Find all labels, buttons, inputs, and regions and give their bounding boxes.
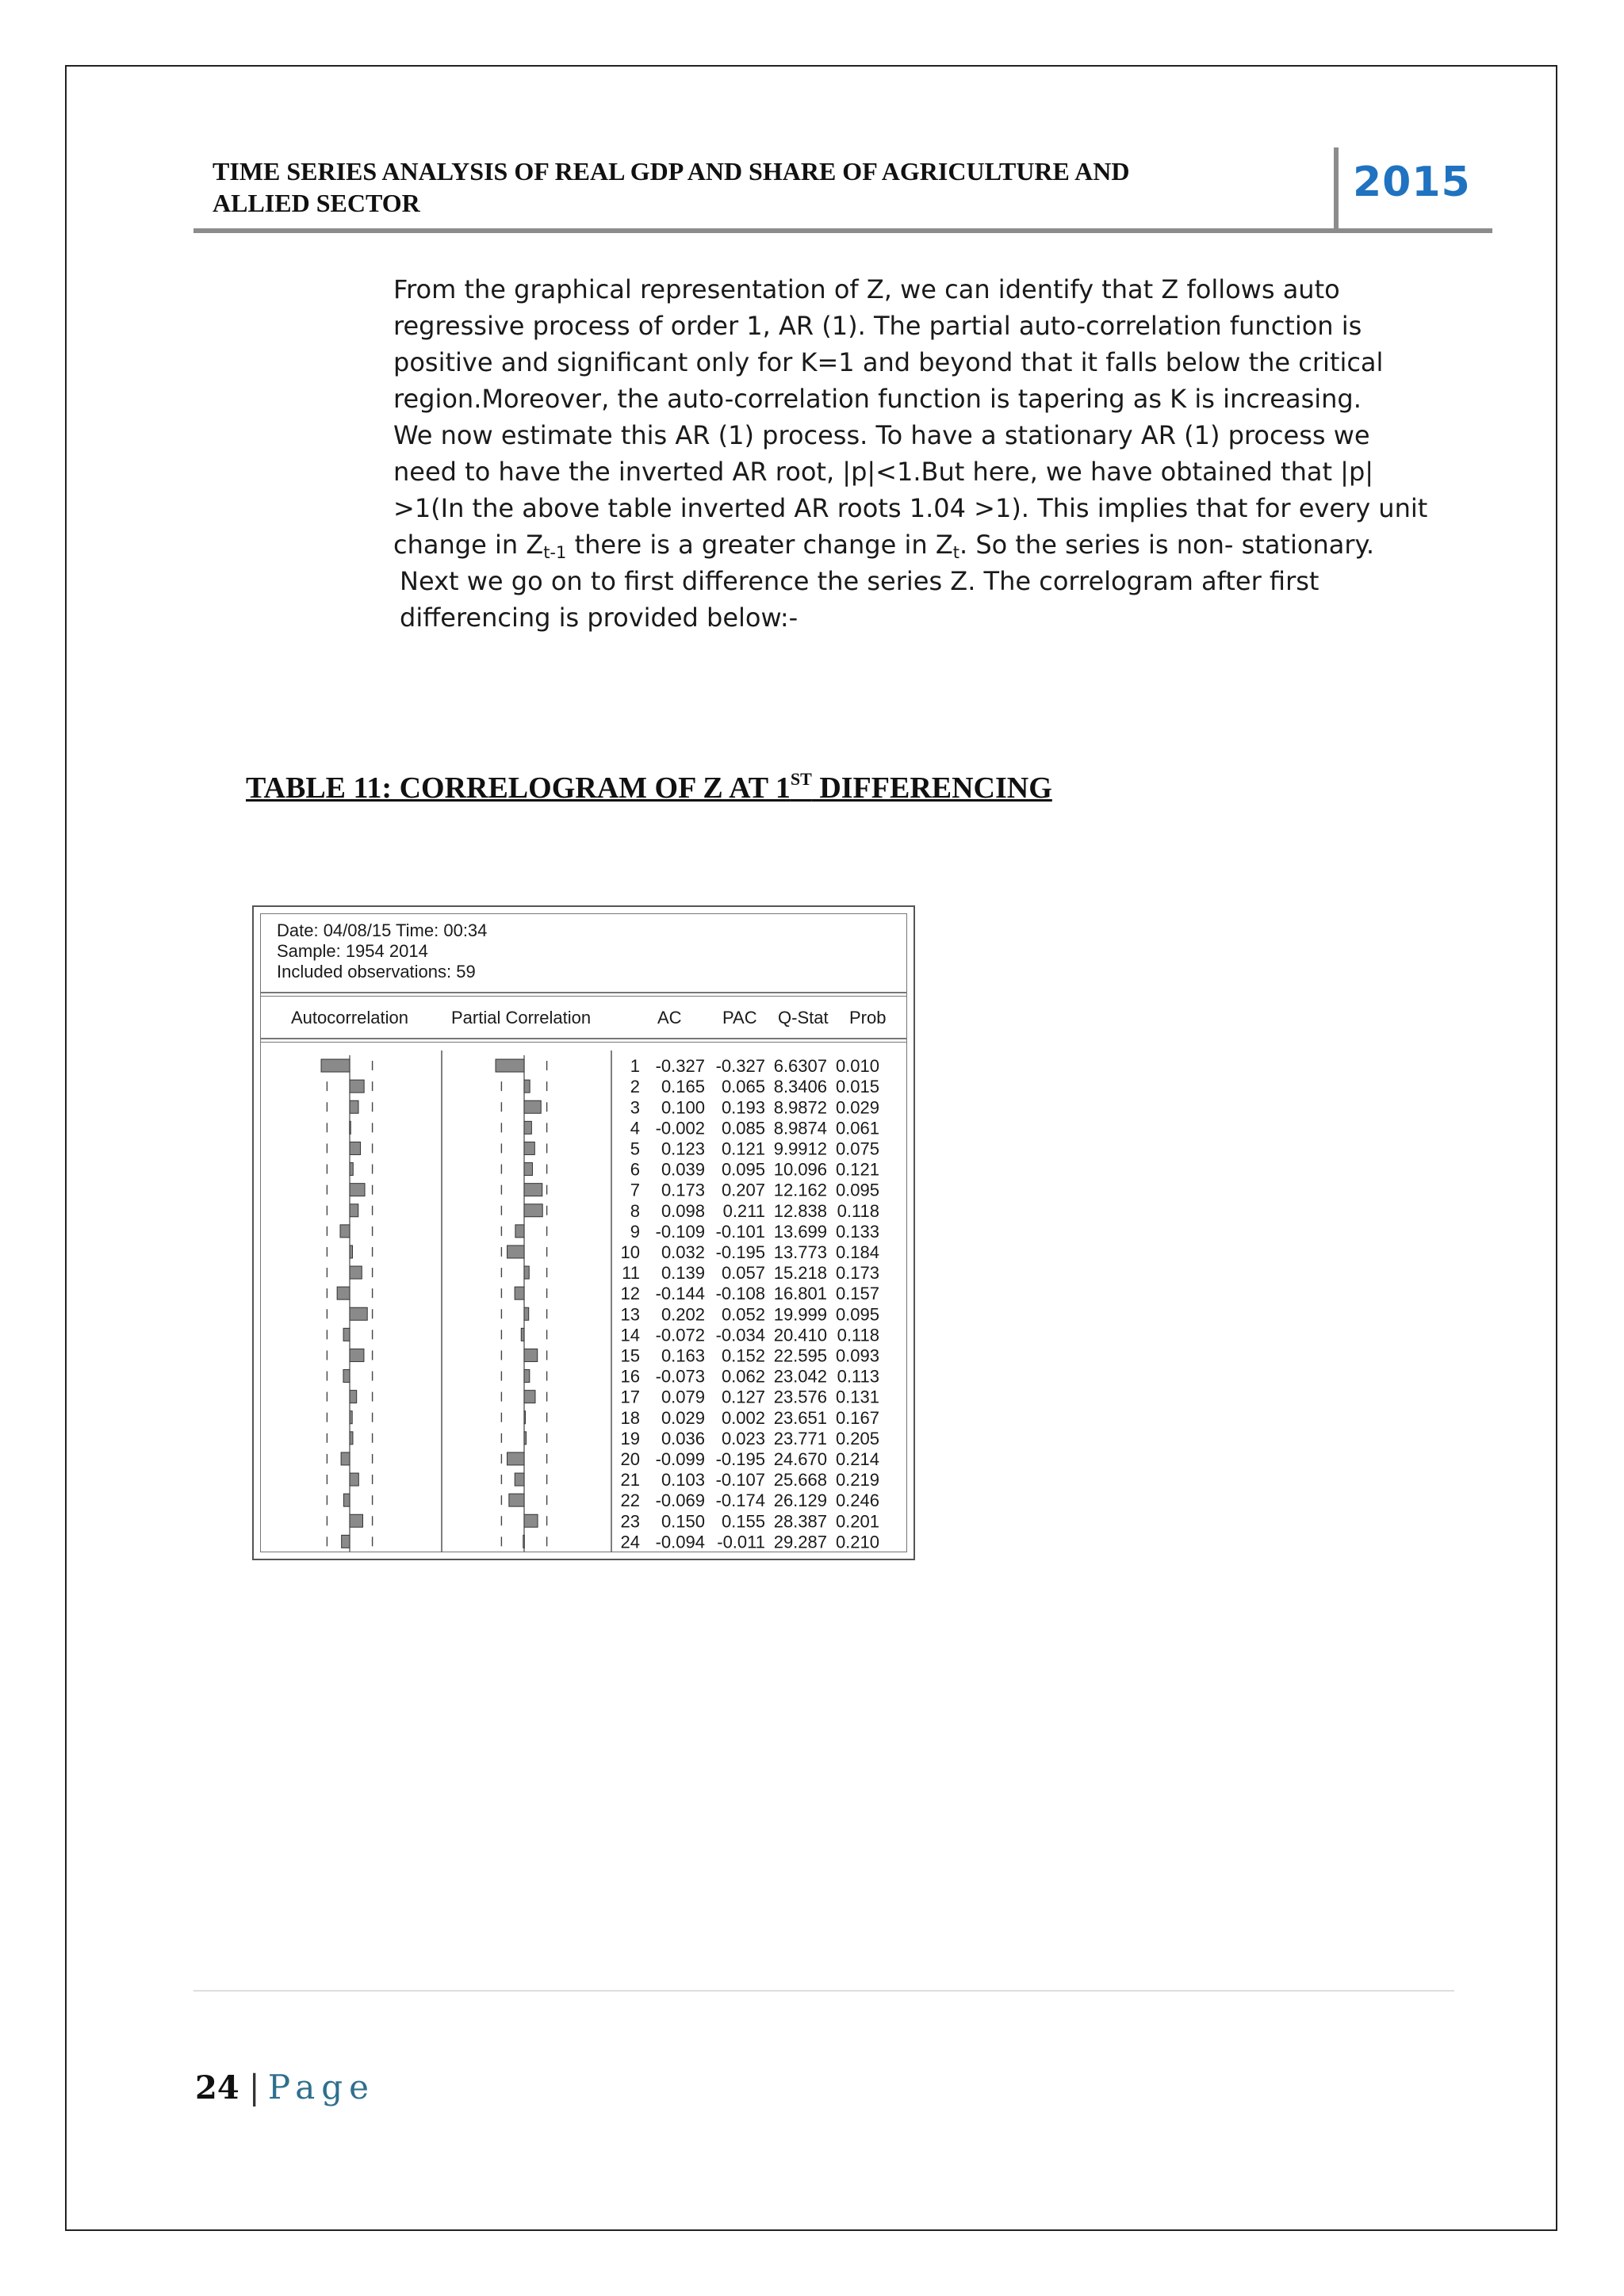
pac-cell: 0.095	[721, 1159, 765, 1180]
lag-cell: 11	[622, 1263, 640, 1284]
lag-cell: 16	[620, 1366, 640, 1387]
pac-cell: 0.052	[721, 1304, 765, 1325]
table-title-prefix: TABLE 11: CORRELOGRAM OF Z AT 1	[246, 771, 791, 805]
ac-cell: 0.165	[661, 1077, 705, 1097]
ac-cell: -0.109	[655, 1221, 705, 1242]
ac-bar	[340, 1225, 350, 1238]
qstat-cell: 16.801	[773, 1284, 827, 1304]
pac-cell: 0.193	[721, 1097, 765, 1118]
prob-cell: 0.246	[835, 1490, 879, 1511]
paragraph-3: Next we go on to first difference the series Z. The correlogram after first differencing is provided below:-	[400, 566, 1320, 633]
paragraph-1: From the graphical representation of Z, we can identify that Z follows auto regressive process of order 1, AR (1). The partial auto-correlation function is positive and significant only for K=1 and beyond that it falls below the critical region.Moreover, the auto-correlation function is tapering as K is increasing.	[393, 274, 1384, 414]
prob-cell: 0.093	[835, 1345, 879, 1366]
lag-cell: 15	[620, 1345, 640, 1366]
pac-cell: 0.155	[721, 1511, 765, 1532]
qstat-cell: 29.287	[773, 1532, 827, 1552]
table-title	[246, 771, 1052, 806]
lag-cell: 21	[620, 1470, 640, 1490]
header-title-line-1: TIME SERIES ANALYSIS OF REAL GDP AND SHARE OF AGRICULTURE AND	[213, 157, 1130, 186]
ac-bar	[350, 1100, 358, 1113]
sample-line: Sample: 1954 2014	[277, 941, 428, 961]
pac-cell: 0.065	[721, 1077, 765, 1097]
lag-cell: 5	[630, 1138, 640, 1159]
col-autocorrelation: Autocorrelation	[291, 1008, 408, 1027]
pac-cell: -0.107	[715, 1470, 765, 1490]
pac-bar	[524, 1432, 527, 1445]
qstat-cell: 23.042	[773, 1366, 827, 1387]
pac-cell: 0.085	[721, 1118, 765, 1138]
lag-cell: 13	[620, 1304, 640, 1325]
lag-cell: 8	[630, 1200, 640, 1221]
ac-bar	[350, 1411, 352, 1424]
ac-cell: 0.036	[661, 1428, 705, 1448]
qstat-cell: 19.999	[773, 1304, 827, 1325]
lag-cell: 9	[630, 1221, 640, 1242]
pac-cell: 0.152	[721, 1345, 765, 1366]
pac-cell: 0.002	[721, 1407, 765, 1428]
lag-cell: 12	[620, 1284, 640, 1304]
lag-cell: 20	[620, 1448, 640, 1469]
prob-cell: 0.214	[835, 1448, 879, 1469]
lag-cell: 4	[630, 1118, 640, 1138]
ac-cell: 0.079	[661, 1387, 705, 1407]
lag-cell: 17	[620, 1387, 640, 1407]
qstat-cell: 25.668	[773, 1470, 827, 1490]
pac-bar	[524, 1266, 529, 1279]
col-qstat: Q-Stat	[778, 1008, 829, 1027]
prob-cell: 0.210	[835, 1532, 879, 1552]
ac-cell: 0.202	[661, 1304, 705, 1325]
pac-cell: -0.034	[715, 1325, 765, 1345]
ac-cell: 0.123	[661, 1138, 705, 1159]
paragraph-2	[246, 417, 1435, 563]
ac-cell: -0.073	[655, 1366, 705, 1387]
lag-cell: 6	[630, 1159, 640, 1180]
lag-cell: 3	[630, 1097, 640, 1118]
date-line: Date: 04/08/15 Time: 00:34	[277, 920, 488, 940]
ac-cell: 0.100	[661, 1097, 705, 1118]
body-paragraphs	[246, 271, 1435, 636]
pac-bar	[524, 1307, 529, 1320]
paragraph-2-part-b: there is a greater change in Z	[566, 530, 953, 560]
pac-bar	[515, 1225, 524, 1238]
prob-cell: 0.157	[835, 1284, 879, 1304]
pac-cell: -0.327	[715, 1056, 765, 1077]
pac-cell: 0.207	[721, 1180, 765, 1200]
ac-bar	[341, 1452, 350, 1465]
lag-cell: 2	[630, 1077, 640, 1097]
pac-bar	[508, 1246, 524, 1258]
prob-cell: 0.131	[835, 1387, 879, 1407]
pac-cell: -0.011	[717, 1532, 765, 1552]
table-title-sup: ST	[790, 769, 812, 789]
header-title-line-2: ALLIED SECTOR	[213, 189, 420, 217]
pac-cell: -0.195	[715, 1448, 765, 1469]
table-title-suffix: DIFFERENCING	[811, 771, 1052, 805]
qstat-cell: 10.096	[773, 1159, 827, 1180]
ac-bar	[350, 1142, 361, 1154]
ac-cell: 0.173	[661, 1180, 705, 1200]
prob-cell: 0.205	[835, 1428, 879, 1448]
prob-cell: 0.219	[835, 1470, 879, 1490]
prob-cell: 0.118	[837, 1200, 879, 1221]
paragraph-2-part-a: We now estimate this AR (1) process. To have a stationary AR (1) process we need to have the inverted AR root, |p|<1.But here, we have obtained that |p| >1(In the above table inverted AR roots 1.04 >1). This implies that for every unit change in Z	[393, 420, 1428, 560]
correlogram-inner-frame	[260, 913, 907, 1552]
ac-bar	[350, 1163, 353, 1176]
pac-bar	[515, 1287, 524, 1299]
pac-cell: 0.121	[721, 1138, 765, 1159]
page-separator: |	[248, 2068, 260, 2107]
ac-bar	[321, 1059, 350, 1072]
ac-cell: 0.139	[661, 1263, 705, 1284]
prob-cell: 0.201	[835, 1511, 879, 1532]
ac-bar	[350, 1121, 351, 1134]
page-number: 24	[195, 2069, 239, 2107]
pac-cell: -0.108	[715, 1284, 765, 1304]
correlogram-plot	[261, 914, 910, 1555]
pac-bar	[524, 1411, 526, 1424]
col-ac: AC	[657, 1008, 682, 1027]
ac-cell: -0.094	[655, 1532, 705, 1552]
prob-cell: 0.095	[835, 1180, 879, 1200]
lag-cell: 14	[620, 1325, 640, 1345]
ac-cell: -0.144	[655, 1284, 705, 1304]
pac-cell: -0.101	[715, 1221, 765, 1242]
page-word: Page	[267, 2068, 375, 2107]
pac-cell: 0.057	[721, 1263, 765, 1284]
pac-cell: 0.127	[721, 1387, 765, 1407]
pac-cell: -0.195	[715, 1242, 765, 1262]
subscript-t: t	[952, 543, 959, 562]
ac-bar	[337, 1287, 350, 1299]
qstat-cell: 13.699	[773, 1221, 827, 1242]
pac-bar	[524, 1514, 538, 1527]
observations-line: Included observations: 59	[277, 962, 476, 982]
ac-bar	[350, 1391, 357, 1403]
prob-cell: 0.118	[837, 1325, 879, 1345]
qstat-cell: 13.773	[773, 1242, 827, 1262]
ac-bar	[350, 1246, 353, 1258]
ac-cell: 0.150	[661, 1511, 705, 1532]
ac-cell: -0.069	[655, 1490, 705, 1511]
lag-cell: 18	[620, 1407, 640, 1428]
qstat-cell: 6.6307	[773, 1056, 827, 1077]
pac-bar	[524, 1080, 530, 1093]
qstat-cell: 23.576	[773, 1387, 827, 1407]
qstat-cell: 9.9912	[773, 1138, 827, 1159]
ac-cell: -0.327	[655, 1056, 705, 1077]
ac-bar	[343, 1494, 350, 1506]
pac-bar	[496, 1059, 524, 1072]
pac-bar	[508, 1452, 524, 1465]
ac-bar	[350, 1204, 358, 1217]
footer-rule	[193, 1990, 1454, 1992]
ac-cell: -0.002	[655, 1118, 705, 1138]
header-divider	[1334, 147, 1339, 232]
ac-cell: 0.032	[661, 1242, 705, 1262]
ac-cell: -0.099	[655, 1448, 705, 1469]
pac-bar	[521, 1328, 524, 1341]
qstat-cell: 23.651	[773, 1407, 827, 1428]
pac-cell: -0.174	[715, 1490, 765, 1511]
ac-bar	[350, 1080, 364, 1093]
pac-bar	[523, 1535, 525, 1548]
header-year: 2015	[1353, 159, 1471, 206]
lag-cell: 24	[620, 1532, 640, 1552]
qstat-cell: 12.838	[773, 1200, 827, 1221]
qstat-cell: 8.9874	[773, 1118, 827, 1138]
pac-bar	[524, 1100, 541, 1113]
ac-bar	[350, 1266, 362, 1279]
prob-cell: 0.113	[837, 1366, 879, 1387]
pac-cell: 0.211	[722, 1200, 765, 1221]
page-footer	[195, 2068, 375, 2107]
correlogram-table	[252, 905, 915, 1560]
col-prob: Prob	[849, 1008, 887, 1027]
ac-cell: 0.039	[661, 1159, 705, 1180]
ac-bar	[350, 1514, 363, 1527]
pac-cell: 0.023	[721, 1428, 765, 1448]
ac-bar	[350, 1432, 353, 1445]
running-header-title	[213, 155, 1307, 219]
lag-cell: 19	[620, 1428, 640, 1448]
pac-bar	[524, 1204, 542, 1217]
col-partial-correlation: Partial Correlation	[451, 1008, 592, 1027]
prob-cell: 0.095	[835, 1304, 879, 1325]
ac-bar	[343, 1370, 350, 1383]
pac-bar	[509, 1494, 524, 1506]
ac-cell: -0.072	[655, 1325, 705, 1345]
prob-cell: 0.061	[835, 1118, 879, 1138]
prob-cell: 0.184	[835, 1242, 879, 1262]
ac-bar	[343, 1328, 350, 1341]
qstat-cell: 20.410	[773, 1325, 827, 1345]
ac-bar	[350, 1349, 364, 1361]
prob-cell: 0.173	[835, 1263, 879, 1284]
ac-cell: 0.029	[661, 1407, 705, 1428]
lag-cell: 22	[620, 1490, 640, 1511]
qstat-cell: 28.387	[773, 1511, 827, 1532]
ac-bar	[350, 1473, 358, 1486]
pac-cell: 0.062	[721, 1366, 765, 1387]
pac-bar	[524, 1142, 534, 1154]
ac-bar	[350, 1307, 367, 1320]
pac-bar	[524, 1349, 538, 1361]
qstat-cell: 8.9872	[773, 1097, 827, 1118]
pac-bar	[524, 1121, 531, 1134]
prob-cell: 0.015	[835, 1077, 879, 1097]
qstat-cell: 12.162	[773, 1180, 827, 1200]
lag-cell: 10	[620, 1242, 640, 1262]
lag-cell: 1	[630, 1056, 640, 1077]
prob-cell: 0.075	[835, 1138, 879, 1159]
prob-cell: 0.029	[835, 1097, 879, 1118]
qstat-cell: 15.218	[773, 1263, 827, 1284]
qstat-cell: 23.771	[773, 1428, 827, 1448]
prob-cell: 0.010	[835, 1056, 879, 1077]
ac-cell: 0.103	[661, 1470, 705, 1490]
prob-cell: 0.167	[835, 1407, 879, 1428]
prob-cell: 0.121	[835, 1159, 879, 1180]
qstat-cell: 26.129	[773, 1490, 827, 1511]
qstat-cell: 22.595	[773, 1345, 827, 1366]
paragraph-2-part-c: . So the series is non- stationary.	[959, 530, 1375, 560]
ac-bar	[350, 1184, 365, 1196]
ac-cell: 0.163	[661, 1345, 705, 1366]
col-pac: PAC	[722, 1008, 757, 1027]
lag-cell: 23	[620, 1511, 640, 1532]
header-rule	[193, 228, 1492, 233]
pac-bar	[515, 1473, 524, 1486]
ac-cell: 0.098	[661, 1200, 705, 1221]
lag-cell: 7	[630, 1180, 640, 1200]
pac-bar	[524, 1391, 535, 1403]
pac-bar	[524, 1370, 530, 1383]
prob-cell: 0.133	[835, 1221, 879, 1242]
ac-bar	[342, 1535, 350, 1548]
pac-bar	[524, 1184, 542, 1196]
subscript-t-minus-1: t-1	[543, 543, 567, 562]
pac-bar	[524, 1163, 532, 1176]
qstat-cell: 24.670	[773, 1448, 827, 1469]
qstat-cell: 8.3406	[773, 1077, 827, 1097]
